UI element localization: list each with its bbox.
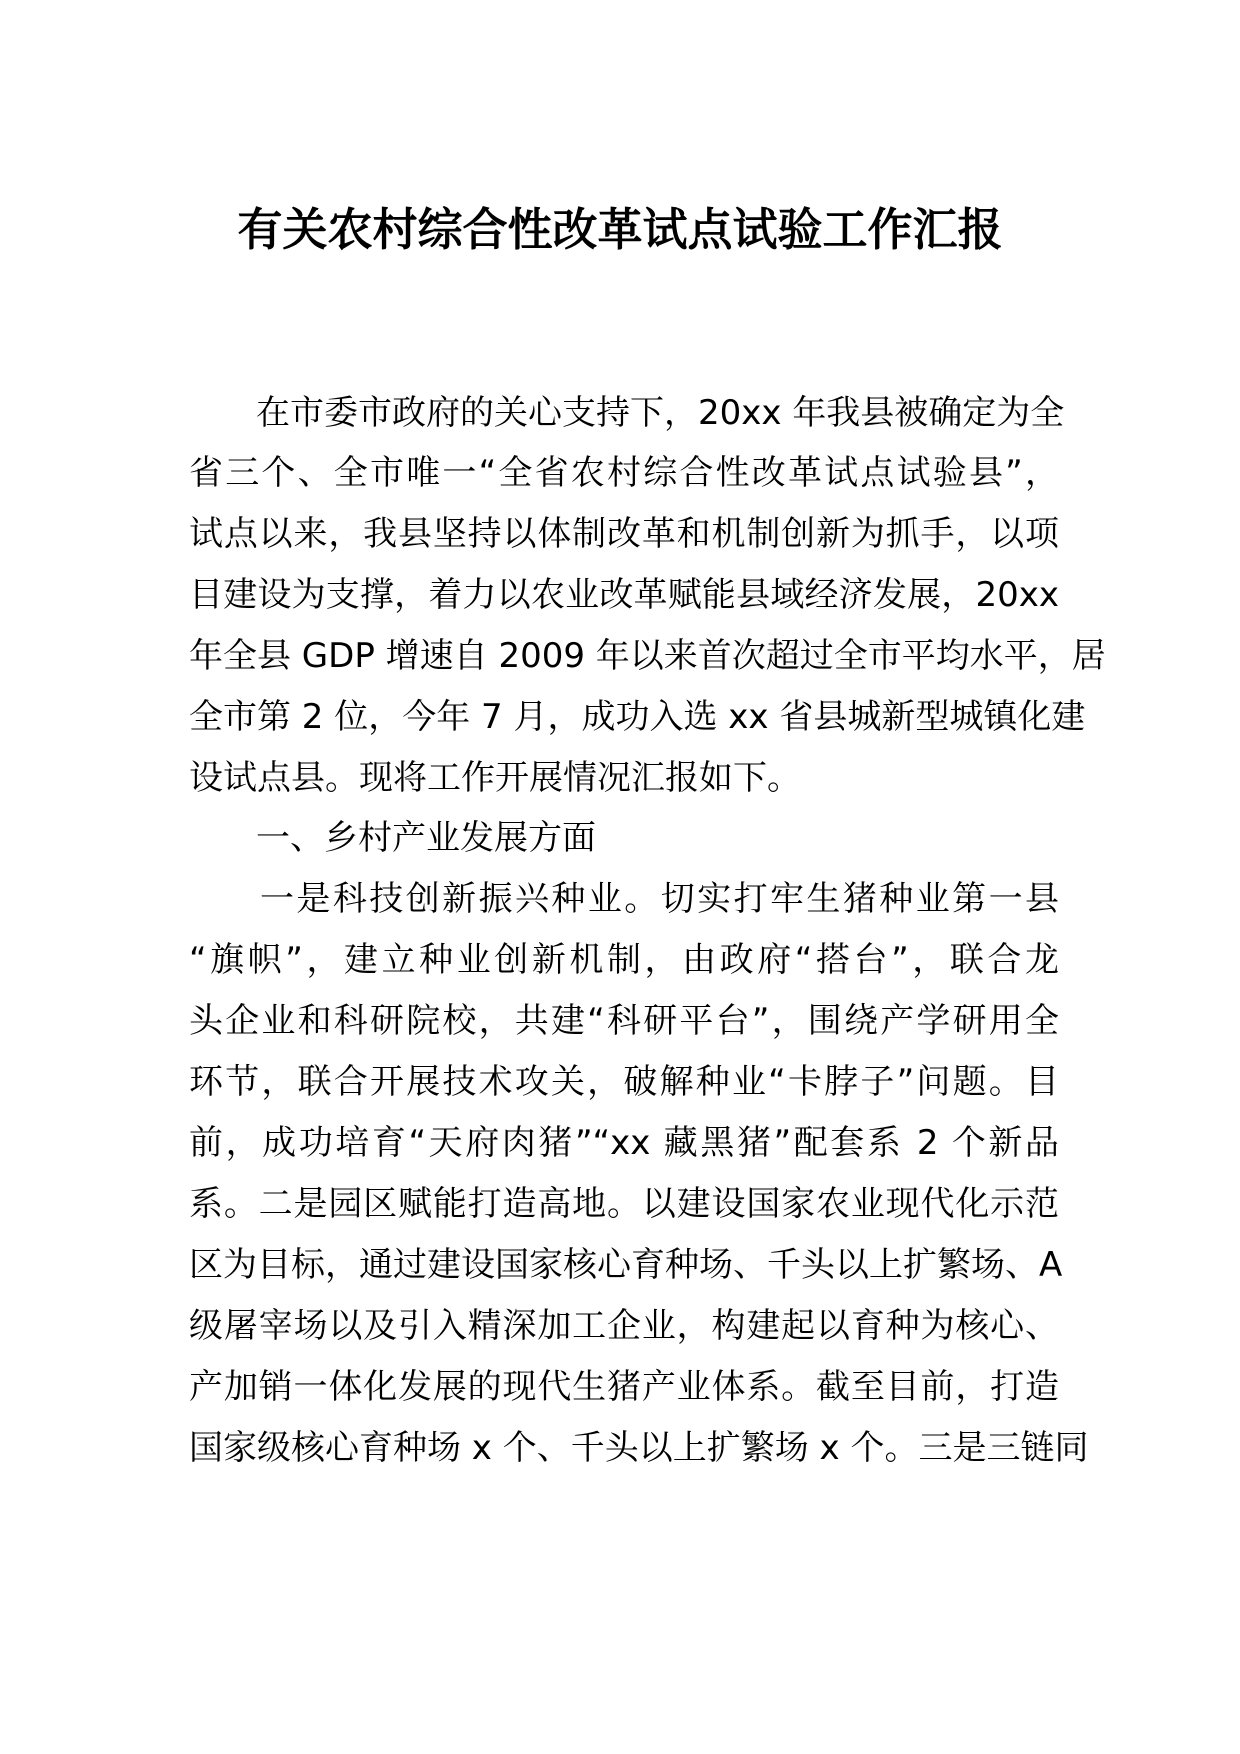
paragraph-line: 系。二是园区赋能打造高地。以建设国家农业现代化示范: [189, 1184, 1059, 1224]
paragraph-line: 产加销一体化发展的现代生猪产业体系。截至目前，打造: [189, 1367, 1059, 1407]
paragraph-line: 前，成功培育“天府肉猪”“xx 藏黑猪”配套系 2 个新品: [189, 1123, 1059, 1163]
paragraph-line: 试点以来，我县坚持以体制改革和机制创新为抓手，以项: [189, 514, 1059, 554]
paragraph-line: 设试点县。现将工作开展情况汇报如下。: [189, 758, 801, 798]
paragraph-line: 头企业和科研院校，共建“科研平台”，围绕产学研用全: [189, 1001, 1059, 1041]
paragraph-line: 级屠宰场以及引入精深加工企业，构建起以育种为核心、: [189, 1306, 1059, 1346]
paragraph-line: 国家级核心育种场 x 个、千头以上扩繁场 x 个。三是三链同: [189, 1428, 1089, 1468]
paragraph-line: 省三个、全市唯一“全省农村综合性改革试点试验县”，: [189, 453, 1059, 493]
document-title: 有关农村综合性改革试点试验工作汇报: [237, 203, 1003, 256]
paragraph-line: 区为目标，通过建设国家核心育种场、千头以上扩繁场、A: [189, 1245, 1063, 1285]
paragraph-line: 环节，联合开展技术攻关，破解种业“卡脖子”问题。目: [189, 1062, 1059, 1102]
paragraph-line: 在市委市政府的关心支持下，20xx 年我县被确定为全: [256, 393, 1065, 433]
paragraph-line: “旗帜”，建立种业创新机制，由政府“搭台”，联合龙: [189, 940, 1059, 980]
paragraph-line: 一是科技创新振兴种业。切实打牢生猪种业第一县: [260, 879, 1059, 919]
paragraph-line: 年全县 GDP 增速自 2009 年以来首次超过全市平均水平，居: [189, 636, 1106, 676]
section-heading: 一、乡村产业发展方面: [256, 818, 596, 858]
paragraph-line: 全市第 2 位，今年 7 月，成功入选 xx 省县城新型城镇化建: [189, 697, 1086, 737]
paragraph-line: 目建设为支撑，着力以农业改革赋能县域经济发展，20xx: [189, 575, 1059, 615]
